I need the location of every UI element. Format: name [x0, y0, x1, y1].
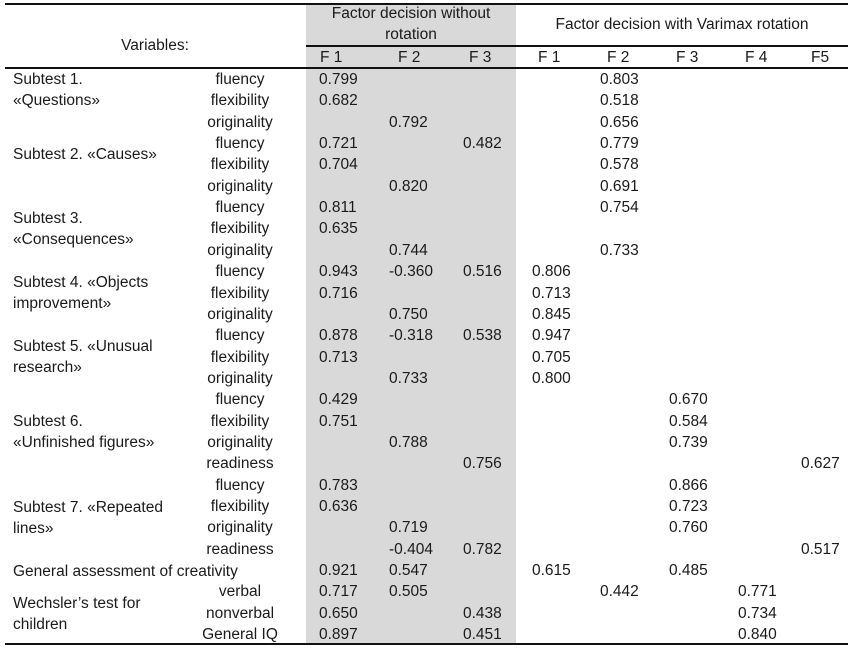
cell-unrotated-f1: 0.713: [319, 349, 358, 366]
cell-unrotated-f3: 0.451: [463, 626, 502, 643]
col-header-unrotated-f1: F 1: [320, 49, 343, 66]
group-header-varimax: Factor decision with Varimax rotation: [555, 16, 809, 33]
cell-unrotated-f3: 0.756: [463, 455, 502, 472]
cell-varimax-f3: 0.723: [669, 498, 708, 515]
sub-variable-label: flexibility: [210, 156, 270, 173]
cell-varimax-f2: 0.442: [600, 583, 639, 600]
sub-variable-label: flexibility: [210, 92, 270, 109]
col-header-varimax-f5: F5: [811, 49, 830, 66]
cell-unrotated-f1: 0.799: [319, 71, 358, 88]
cell-varimax-f5: 0.517: [801, 541, 840, 558]
sub-variable-label: originality: [207, 242, 273, 259]
sub-variable-label: fluency: [215, 135, 265, 152]
group-label-subtest-7: Subtest 7. «Repeated lines»: [13, 499, 163, 537]
group-label-subtest-3: Subtest 3. «Consequences»: [13, 210, 134, 248]
sub-variable-label: readiness: [206, 455, 274, 472]
sub-variable-label: verbal: [218, 583, 262, 600]
cell-unrotated-f1: 0.717: [319, 583, 358, 600]
cell-varimax-f3: 0.866: [669, 477, 708, 494]
cell-unrotated-f1: 0.704: [319, 156, 358, 173]
cell-unrotated-f3: 0.538: [463, 327, 502, 344]
sub-variable-label: fluency: [215, 199, 265, 216]
cell-unrotated-f1: 0.636: [319, 498, 358, 515]
group-label-general-creativity: General assessment of creativity: [13, 563, 238, 580]
cell-varimax-f1: 0.947: [532, 327, 571, 344]
cell-varimax-f1: 0.713: [532, 285, 571, 302]
cell-unrotated-f1: 0.682: [319, 92, 358, 109]
group-label-subtest-1: Subtest 1. «Questions»: [13, 71, 101, 109]
cell-unrotated-f1: 0.429: [319, 391, 358, 408]
cell-unrotated-f2: -0.360: [389, 263, 433, 280]
header-bottom-rule: [5, 67, 848, 69]
col-header-unrotated-f2: F 2: [398, 49, 421, 66]
sub-variable-label: fluency: [215, 391, 265, 408]
sub-variable-label: fluency: [215, 71, 265, 88]
cell-unrotated-f3: 0.438: [463, 605, 502, 622]
cell-unrotated-f2: 0.719: [389, 519, 428, 536]
sub-variable-label: originality: [207, 434, 273, 451]
cell-varimax-f2: 0.656: [600, 114, 639, 131]
cell-varimax-f2: 0.733: [600, 242, 639, 259]
cell-unrotated-f2: 0.733: [389, 370, 428, 387]
sub-variable-label: General IQ: [202, 626, 278, 643]
cell-unrotated-f2: 0.788: [389, 434, 428, 451]
cell-unrotated-f2: 0.820: [389, 178, 428, 195]
cell-unrotated-f1: 0.635: [319, 220, 358, 237]
cell-varimax-f1: 0.615: [532, 562, 571, 579]
cell-unrotated-f2: 0.505: [389, 583, 428, 600]
sub-variable-label: originality: [207, 370, 273, 387]
cell-unrotated-f3: 0.782: [463, 541, 502, 558]
sub-variable-label: fluency: [215, 477, 265, 494]
cell-unrotated-f3: 0.516: [463, 263, 502, 280]
cell-unrotated-f2: 0.744: [389, 242, 428, 259]
cell-varimax-f1: 0.806: [532, 263, 571, 280]
sub-variable-label: originality: [207, 114, 273, 131]
sub-variable-label: originality: [207, 306, 273, 323]
bottom-rule: [5, 643, 848, 645]
group-header-unrotated-line2: rotation: [385, 26, 437, 43]
cell-unrotated-f2: 0.547: [389, 562, 428, 579]
cell-varimax-f2: 0.578: [600, 156, 639, 173]
col-header-varimax-f4: F 4: [745, 49, 768, 66]
col-header-varimax-f1: F 1: [538, 49, 561, 66]
cell-unrotated-f1: 0.751: [319, 413, 358, 430]
cell-varimax-f4: 0.771: [738, 583, 777, 600]
cell-varimax-f2: 0.691: [600, 178, 639, 195]
cell-varimax-f3: 0.584: [669, 413, 708, 430]
sub-variable-label: originality: [207, 178, 273, 195]
cell-varimax-f4: 0.734: [738, 605, 777, 622]
sub-variable-label: readiness: [206, 541, 274, 558]
sub-variable-label: fluency: [215, 263, 265, 280]
group-label-subtest-5: Subtest 5. «Unusual research»: [13, 338, 153, 376]
cell-varimax-f1: 0.845: [532, 306, 571, 323]
variables-label: Variables:: [121, 37, 189, 54]
group-label-subtest-4: Subtest 4. «Objects improvement»: [13, 274, 149, 312]
cell-varimax-f3: 0.485: [669, 562, 708, 579]
cell-unrotated-f1: 0.921: [319, 562, 358, 579]
sub-variable-label: flexibility: [210, 349, 270, 366]
cell-unrotated-f1: 0.897: [319, 626, 358, 643]
sub-variable-label: fluency: [215, 327, 265, 344]
sub-variable-label: flexibility: [210, 413, 270, 430]
cell-varimax-f5: 0.627: [801, 455, 840, 472]
cell-varimax-f2: 0.754: [600, 199, 639, 216]
col-header-varimax-f3: F 3: [676, 49, 699, 66]
cell-varimax-f2: 0.803: [600, 71, 639, 88]
cell-unrotated-f1: 0.878: [319, 327, 358, 344]
cell-unrotated-f1: 0.783: [319, 477, 358, 494]
cell-unrotated-f1: 0.721: [319, 135, 358, 152]
cell-varimax-f3: 0.739: [669, 434, 708, 451]
cell-varimax-f1: 0.800: [532, 370, 571, 387]
col-header-varimax-f2: F 2: [607, 49, 630, 66]
cell-unrotated-f1: 0.811: [319, 199, 357, 216]
sub-variable-label: nonverbal: [205, 605, 275, 622]
cell-varimax-f3: 0.760: [669, 519, 708, 536]
cell-unrotated-f3: 0.482: [463, 135, 502, 152]
cell-unrotated-f1: 0.650: [319, 605, 358, 622]
cell-unrotated-f2: -0.318: [389, 327, 433, 344]
cell-unrotated-f1: 0.943: [319, 263, 358, 280]
cell-varimax-f4: 0.840: [738, 626, 777, 643]
group-label-subtest-6: Subtest 6. «Unfinished figures»: [13, 413, 155, 451]
cell-unrotated-f2: 0.792: [389, 114, 428, 131]
sub-variable-label: flexibility: [210, 285, 270, 302]
col-header-unrotated-f3: F 3: [469, 49, 492, 66]
cell-unrotated-f2: -0.404: [389, 541, 433, 558]
group-header-unrotated-line1: Factor decision without: [331, 5, 491, 22]
group-label-wechsler: Wechsler’s test for children: [13, 595, 141, 633]
cell-unrotated-f1: 0.716: [319, 285, 358, 302]
cell-varimax-f3: 0.670: [669, 391, 708, 408]
cell-varimax-f2: 0.779: [600, 135, 639, 152]
cell-varimax-f1: 0.705: [532, 349, 571, 366]
sub-variable-label: originality: [207, 519, 273, 536]
cell-unrotated-f2: 0.750: [389, 306, 428, 323]
sub-variable-label: flexibility: [210, 498, 270, 515]
group-label-subtest-2: Subtest 2. «Causes»: [13, 146, 157, 163]
cell-varimax-f2: 0.518: [600, 92, 639, 109]
sub-variable-label: flexibility: [210, 220, 270, 237]
